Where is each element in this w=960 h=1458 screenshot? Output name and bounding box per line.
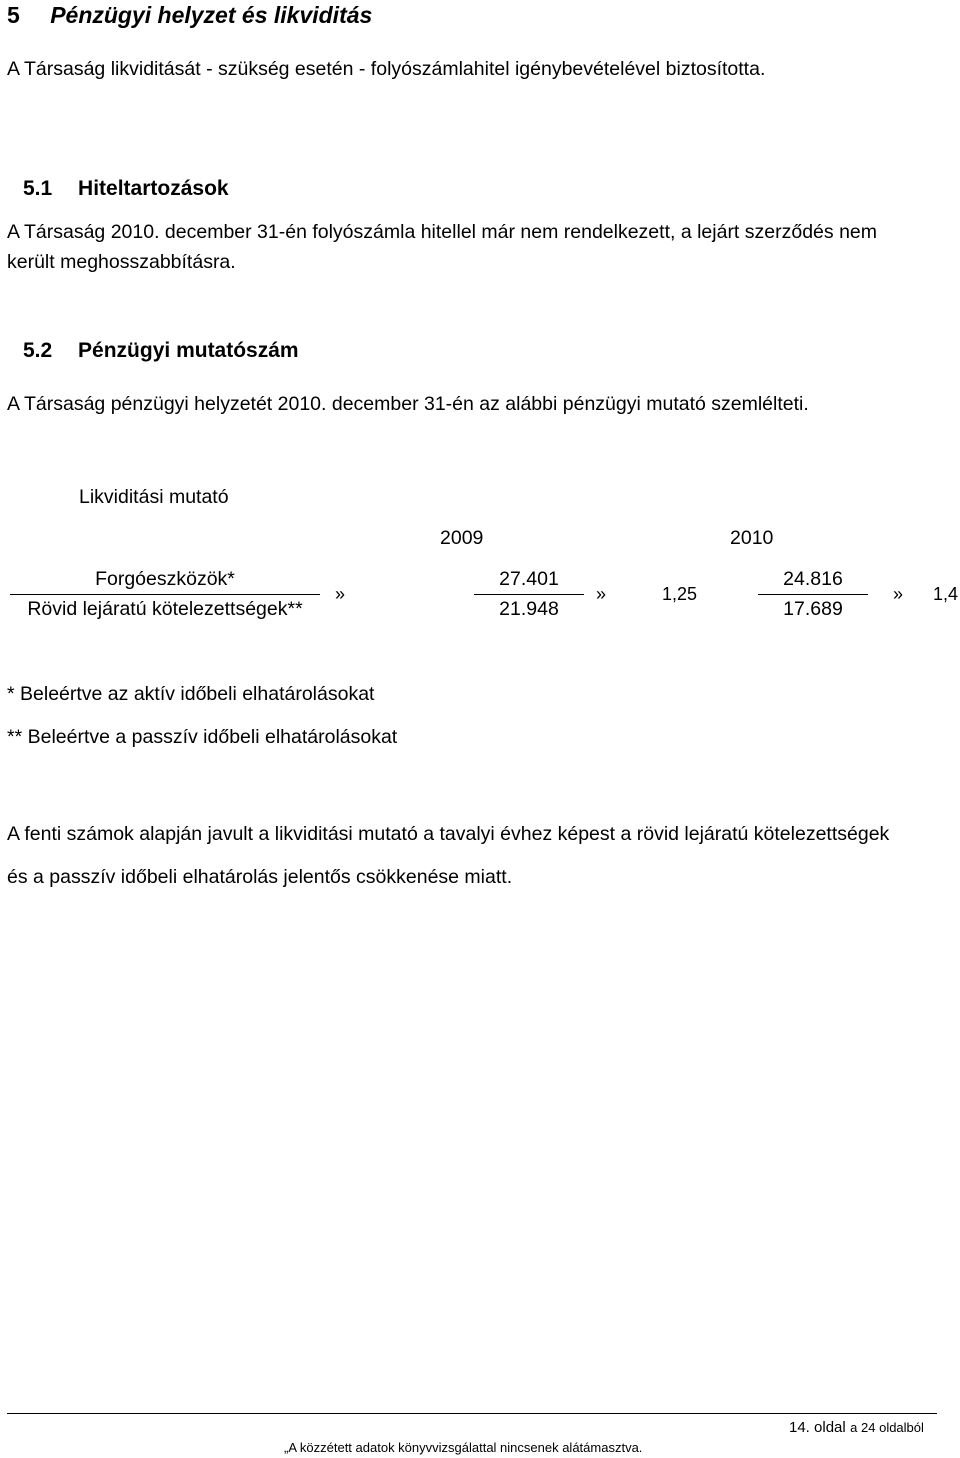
arrow-1: » bbox=[335, 584, 346, 604]
section-5-2-number: 5.2 bbox=[23, 339, 53, 362]
ratio-2009-result: 1,25 bbox=[662, 584, 698, 604]
section-5-heading bbox=[7, 2, 372, 29]
arrow-3: » bbox=[893, 584, 904, 604]
footnote-1: * Beleértve az aktív időbeli elhatárolásokat bbox=[7, 683, 375, 705]
value-2010-denominator: 17.689 bbox=[783, 598, 843, 620]
conclusion-line-2: és a passzív időbeli elhatárolás jelentős csökkenése miatt. bbox=[7, 866, 513, 888]
page-number: 14. oldal bbox=[789, 1419, 846, 1436]
conclusion-line-1: A fenti számok alapján javult a likviditási mutató a tavalyi évhez képest a rövid lejáratú kötelezettségek bbox=[7, 823, 890, 845]
value-2009-fraction-line bbox=[474, 594, 584, 595]
footer-note: „A közzétett adatok könyvvizsgálattal nincsenek alátámasztva. bbox=[284, 1440, 643, 1455]
arrow-2: » bbox=[596, 584, 607, 604]
section-5-1-number: 5.1 bbox=[23, 177, 53, 200]
value-2010-numerator: 24.816 bbox=[783, 568, 843, 590]
section-5-title: Pénzügyi helyzet és likviditás bbox=[50, 2, 373, 28]
section-5-2-title: Pénzügyi mutatószám bbox=[78, 339, 299, 362]
section-5-2-paragraph: A Társaság pénzügyi helyzetét 2010. december 31-én az alábbi pénzügyi mutató szemlélteti. bbox=[7, 393, 809, 415]
section-5-1-heading bbox=[23, 177, 229, 201]
value-2009-denominator: 21.948 bbox=[499, 598, 559, 620]
section-5-1-line-2: került meghosszabbításra. bbox=[7, 251, 236, 273]
page-indicator bbox=[789, 1419, 924, 1437]
value-2009-numerator: 27.401 bbox=[499, 568, 559, 590]
numerator-label: Forgóeszközök* bbox=[95, 568, 235, 590]
denominator-label: Rövid lejáratú kötelezettségek** bbox=[27, 598, 303, 620]
label-fraction-line bbox=[10, 594, 320, 595]
value-2010-fraction-line bbox=[758, 594, 868, 595]
page-total: a 24 oldalból bbox=[850, 1420, 924, 1435]
ratio-year-2010: 2010 bbox=[730, 527, 774, 549]
section-5-1-line-1: A Társaság 2010. december 31-én folyószámla hitellel már nem rendelkezett, a lejárt szerződés nem bbox=[7, 221, 877, 243]
ratio-2010-result: 1,4 bbox=[933, 584, 959, 604]
section-5-number: 5 bbox=[7, 2, 20, 28]
ratio-title: Likviditási mutató bbox=[79, 486, 229, 508]
footer-rule bbox=[7, 1413, 937, 1414]
footnote-2: ** Beleértve a passzív időbeli elhatárolásokat bbox=[7, 726, 398, 748]
section-5-1-title: Hiteltartozások bbox=[78, 177, 229, 200]
section-5-2-heading bbox=[23, 339, 299, 363]
section-5-paragraph: A Társaság likviditását - szükség esetén - folyószámlahitel igénybevételével biztosította. bbox=[7, 58, 766, 80]
ratio-year-2009: 2009 bbox=[440, 527, 484, 549]
